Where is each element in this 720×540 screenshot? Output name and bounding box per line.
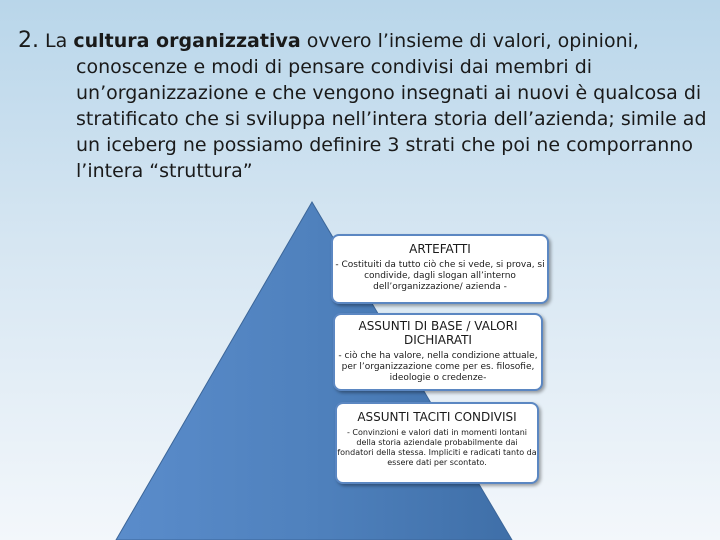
layer-title: ARTEFATTI	[409, 242, 471, 256]
paragraph-bold-term: cultura organizzativa	[73, 30, 301, 52]
layer-description: - Convinzioni e valori dati in momenti lontani della storia aziendale probabilmente dai fondatori della stessa. Impliciti e radicati tanto da essere dati per scontato.	[337, 428, 537, 467]
paragraph-continuation: conoscenze e modi di pensare condivisi dai membri di un’organizzazione e che vengono insegnati ai nuovi è qualcosa di stratificato che si sviluppa nell’intera storia dell’azienda; simile ad un iceberg ne possiamo definire 3 strati che poi ne comporranno l’intera “struttura”	[76, 56, 707, 182]
layer-title: ASSUNTI TACITI CONDIVISI	[357, 410, 517, 424]
layer-box-artefatti	[331, 234, 549, 304]
layer-box-assunti-base	[333, 313, 543, 391]
layer-box-assunti-taciti	[335, 402, 539, 484]
paragraph-intro: La	[45, 30, 68, 52]
layer-title: ASSUNTI DI BASE / VALORI DICHIARATI	[358, 319, 518, 347]
paragraph-first-line-rest: ovvero l’insieme di valori, opinioni,	[306, 30, 639, 52]
layer-description: - Costituiti da tutto ciò che si vede, si prova, si condivide, dagli slogan all’interno dell’organizzazione/ azienda -	[335, 260, 545, 292]
layer-description: - ciò che ha valore, nella condizione attuale, per l’organizzazione come per es. filosofie, ideologie o credenze-	[338, 351, 538, 383]
paragraph-number: 2.	[18, 28, 39, 53]
